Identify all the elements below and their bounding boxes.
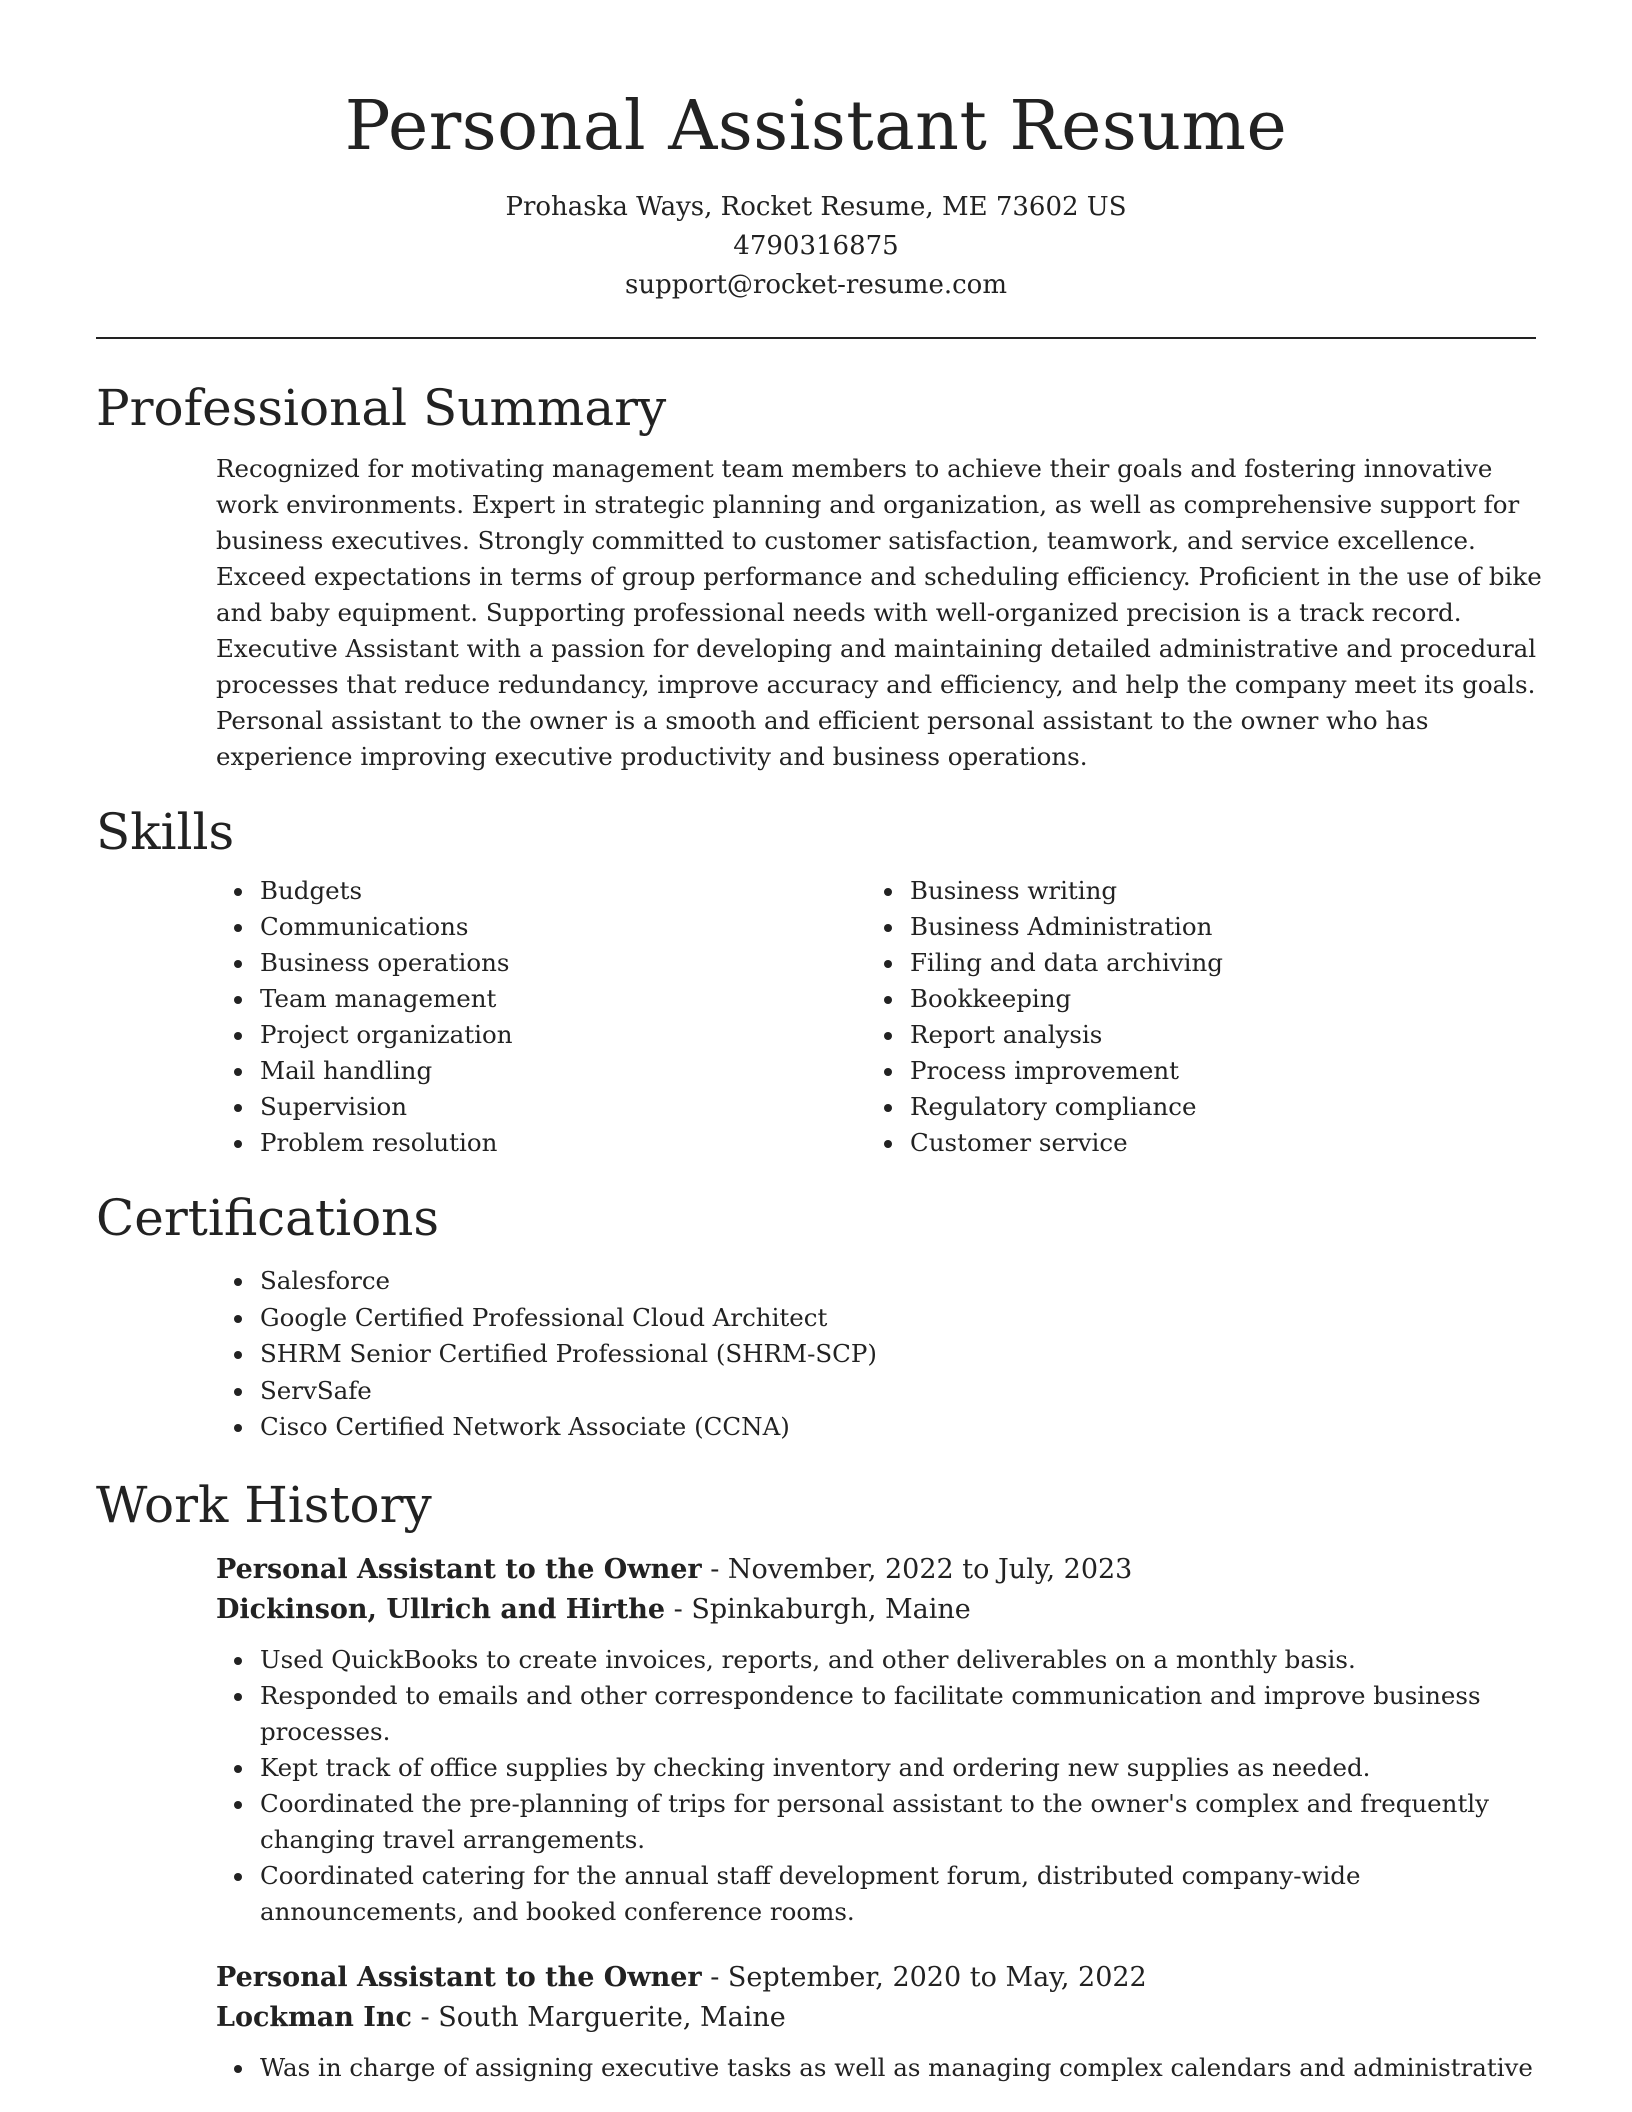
skill-item: Team management [216,981,866,1017]
section-title-skills: Skills [96,803,235,861]
job-location: - South Marguerite, Maine [411,2001,786,2033]
address-line: Prohaska Ways, Rocket Resume, ME 73602 US [505,192,1127,222]
skill-item: Process improvement [866,1053,1526,1089]
skill-item: Problem resolution [216,1125,866,1161]
job-company: Lockman Inc [216,2001,412,2033]
phone-line: 4790316875 [733,231,899,261]
job-employer [216,1590,1536,1630]
job-dates: - November, 2022 to July, 2023 [701,1553,1133,1585]
resume-page [96,0,1542,2086]
resume-title: Personal Assistant Resume [344,87,1288,166]
job-duty-item: Coordinated the pre-planning of trips for personal assistant to the owner's complex and frequently changing travel arrangements. [216,1786,1546,1858]
job-heading [216,1958,1536,1998]
skill-item: Bookkeeping [866,981,1526,1017]
job-duty-item: Coordinated catering for the annual staff development forum, distributed company-wide announcements, and booked conference rooms. [216,1858,1546,1930]
skill-item: Project organization [216,1017,866,1053]
certification-item: Google Certified Professional Cloud Architect [216,1300,1536,1337]
skill-item: Supervision [216,1089,866,1125]
skill-item: Filing and data archiving [866,945,1526,981]
skill-item: Budgets [216,873,866,909]
job-entry [216,1550,1536,1930]
certification-item: Cisco Certified Network Associate (CCNA) [216,1409,1536,1446]
job-heading [216,1550,1536,1590]
certification-item: Salesforce [216,1263,1536,1300]
email-line: support@rocket-resume.com [624,270,1007,300]
certification-item: SHRM Senior Certified Professional (SHRM-SCP) [216,1336,1536,1373]
certifications-list [216,1263,1536,1446]
section-title-work-history: Work History [96,1475,432,1534]
job-duties-list [216,2050,1546,2086]
header-divider [96,337,1536,339]
job-duty-item: Was in charge of assigning executive tasks as well as managing complex calendars and administrative [216,2050,1546,2086]
job-employer [216,1998,1536,2038]
skill-item: Customer service [866,1125,1526,1161]
job-duty-item: Used QuickBooks to create invoices, reports, and other deliverables on a monthly basis. [216,1642,1546,1678]
skills-column-left [216,873,866,1161]
job-entry [216,1958,1536,2086]
job-location: - Spinkaburgh, Maine [665,1593,971,1625]
job-role: Personal Assistant to the Owner [216,1961,702,1993]
skill-item: Report analysis [866,1017,1526,1053]
job-role: Personal Assistant to the Owner [216,1553,702,1585]
job-duties-list [216,1642,1546,1930]
contact-block [96,188,1536,305]
skill-item: Business writing [866,873,1526,909]
skills-column-right [866,873,1526,1161]
section-title-summary: Professional Summary [96,379,667,437]
section-title-certifications: Certifications [96,1189,440,1247]
summary-text: Recognized for motivating management team members to achieve their goals and fostering innovative work environments. Expert in strategic planning and organization, as well as comprehensive support for business executives. Strongly committed to customer satisfaction, teamwork, and service excellence. Exceed expectations in terms of group performance and scheduling efficiency. Proficient in the use of bike and baby equipment. Supporting professional needs with well-organized precision is a track record. Executive Assistant with a passion for developing and maintaining detailed administrative and procedural processes that reduce redundancy, improve accuracy and efficiency, and help the company meet its goals. Personal assistant to the owner is a smooth and efficient personal assistant to the owner who has experience improving executive productivity and business operations. [216,454,1542,771]
skill-item: Mail handling [216,1053,866,1089]
certification-item: ServSafe [216,1373,1536,1410]
skill-item: Business operations [216,945,866,981]
skill-item: Business Administration [866,909,1526,945]
job-company: Dickinson, Ullrich and Hirthe [216,1593,666,1625]
job-duty-item: Kept track of office supplies by checking inventory and ordering new supplies as needed. [216,1750,1546,1786]
skill-item: Regulatory compliance [866,1089,1526,1125]
job-dates: - September, 2020 to May, 2022 [701,1961,1147,1993]
skill-item: Communications [216,909,866,945]
skills-list [96,873,1536,1161]
job-duty-item: Responded to emails and other correspondence to facilitate communication and improve business processes. [216,1678,1546,1750]
